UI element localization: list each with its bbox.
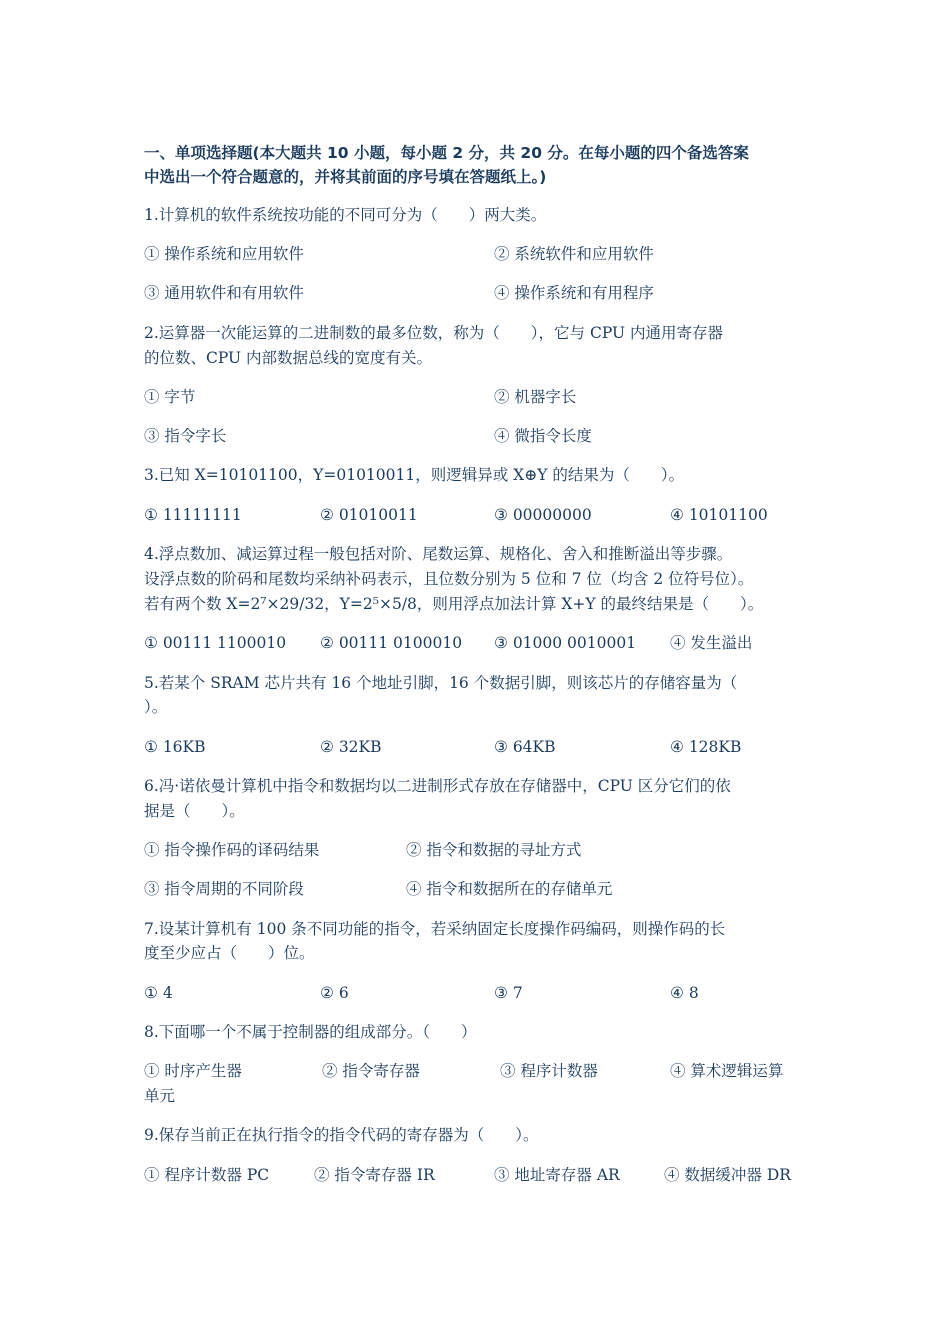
question-5-text-line1: 5.若某个 SRAM 芯片共有 16 个地址引脚，16 个数据引脚，则该芯片的存储容量为（ xyxy=(144,674,738,692)
q4-option-3: ③ 01000 0010001 xyxy=(494,634,637,652)
q8-option-3: ③ 程序计数器 xyxy=(500,1062,598,1080)
q2-option-3: ③ 指令字长 xyxy=(144,427,227,445)
q6-option-3: ③ 指令周期的不同阶段 xyxy=(144,880,304,898)
question-5-text-line2: ）。 xyxy=(144,698,168,716)
question-6-text-line1: 6.冯·诺依曼计算机中指令和数据均以二进制形式存放在存储器中，CPU 区分它们的依 xyxy=(144,777,731,795)
q4-option-2: ② 00111 0100010 xyxy=(320,634,463,652)
q4-option-1: ① 00111 1100010 xyxy=(144,634,287,652)
q1-option-2: ② 系统软件和应用软件 xyxy=(494,245,654,263)
q2-option-2: ② 机器字长 xyxy=(494,388,577,406)
q5-option-3: ③ 64KB xyxy=(494,738,556,756)
q5-option-1: ① 16KB xyxy=(144,738,206,756)
question-3-text: 3.已知 X=10101100，Y=01010011，则逻辑异或 X⊕Y 的结果为（ ）。 xyxy=(144,466,685,484)
question-2-text-line2: 的位数、CPU 内部数据总线的宽度有关。 xyxy=(144,349,433,367)
q8-option-4-continued: 单元 xyxy=(144,1087,176,1105)
section-heading-line2: 中选出一个符合题意的，并将其前面的序号填在答题纸上。) xyxy=(144,168,547,186)
q9-option-2: ② 指令寄存器 IR xyxy=(314,1166,435,1184)
q6-option-1: ① 指令操作码的译码结果 xyxy=(144,841,320,859)
q9-option-1: ① 程序计数器 PC xyxy=(144,1166,270,1184)
question-7-text-line2: 度至少应占（ ）位。 xyxy=(144,944,315,962)
q2-option-4: ④ 微指令长度 xyxy=(494,427,592,445)
question-4-text-line3: 若有两个数 X=2⁷×29/32，Y=2⁵×5/8，则用浮点加法计算 X+Y 的最终结果是（ ）。 xyxy=(144,595,764,613)
q1-option-3: ③ 通用软件和有用软件 xyxy=(144,284,304,302)
q8-option-4: ④ 算术逻辑运算 xyxy=(670,1062,784,1080)
q8-option-1: ① 时序产生器 xyxy=(144,1062,242,1080)
q7-option-4: ④ 8 xyxy=(670,984,699,1002)
q7-option-1: ① 4 xyxy=(144,984,173,1002)
q3-option-3: ③ 00000000 xyxy=(494,506,592,524)
q6-option-2: ② 指令和数据的寻址方式 xyxy=(406,841,582,859)
q1-option-1: ① 操作系统和应用软件 xyxy=(144,245,304,263)
question-9-text: 9.保存当前正在执行指令的指令代码的寄存器为（ ）。 xyxy=(144,1126,539,1144)
q5-option-2: ② 32KB xyxy=(320,738,382,756)
question-7-text-line1: 7.设某计算机有 100 条不同功能的指令，若采纳固定长度操作码编码，则操作码的长 xyxy=(144,920,726,938)
q6-option-4: ④ 指令和数据所在的存储单元 xyxy=(406,880,613,898)
question-8-text: 8.下面哪一个不属于控制器的组成部分。（ ） xyxy=(144,1023,477,1041)
question-4-text-line1: 4.浮点数加、减运算过程一般包括对阶、尾数运算、规格化、舍入和推断溢出等步骤。 xyxy=(144,545,733,563)
q3-option-1: ① 11111111 xyxy=(144,506,242,524)
q8-option-2: ② 指令寄存器 xyxy=(322,1062,420,1080)
q9-option-4: ④ 数据缓冲器 DR xyxy=(664,1166,791,1184)
question-1-text: 1.计算机的软件系统按功能的不同可分为（ ）两大类。 xyxy=(144,206,547,224)
q5-option-4: ④ 128KB xyxy=(670,738,742,756)
section-heading-line1: 一、单项选择题(本大题共 10 小题，每小题 2 分，共 20 分。在每小题的四个备选答案 xyxy=(144,144,749,162)
q2-option-1: ① 字节 xyxy=(144,388,196,406)
question-4-text-line2: 设浮点数的阶码和尾数均采纳补码表示，且位数分别为 5 位和 7 位（均含 2 位符号位）。 xyxy=(144,570,754,588)
question-2-text-line1: 2.运算器一次能运算的二进制数的最多位数，称为（ ），它与 CPU 内通用寄存器 xyxy=(144,324,723,342)
q4-option-4: ④ 发生溢出 xyxy=(670,634,753,652)
q3-option-4: ④ 10101100 xyxy=(670,506,768,524)
q3-option-2: ② 01010011 xyxy=(320,506,418,524)
q9-option-3: ③ 地址寄存器 AR xyxy=(494,1166,620,1184)
q7-option-3: ③ 7 xyxy=(494,984,523,1002)
q7-option-2: ② 6 xyxy=(320,984,349,1002)
q1-option-4: ④ 操作系统和有用程序 xyxy=(494,284,654,302)
question-6-text-line2: 据是（ ）。 xyxy=(144,802,245,820)
